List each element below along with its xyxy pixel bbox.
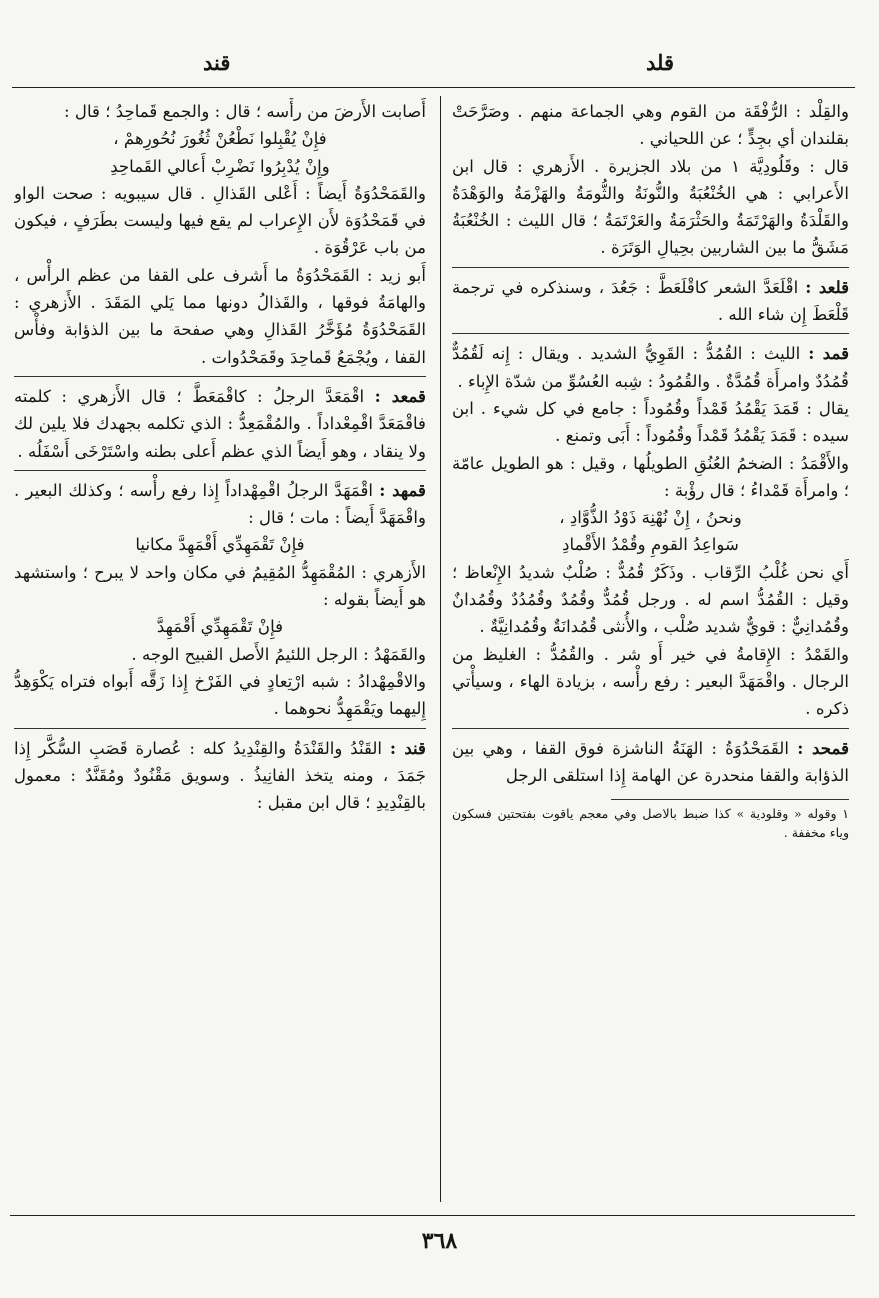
entry-text: القَمَحْدُوَةُ : الهَنَةُ الناشزة فوق القفا ، وهي بين الذؤابة والقفا منحدرة عن الهامة إِذا استلقى الرجل	[452, 738, 849, 785]
entry-text: الليث : القُمُدُّ : القَوِيُّ الشديد . ويقال : إِنه لَقُمُدٌّ قُمُدُدٌ وامرأَة قُمُدَّةٌ . والقُمُودُ : شِبه العُسُوِّ من شدّة الإِباء .	[452, 344, 849, 391]
entry-qamaad	[14, 383, 426, 465]
entry-text: اقْمَعَدَّ الرجلُ : كاقْمَعَطَّ ؛ قال الأَزهري : كلمته فاقْمَعَدَّ اقْمِعْداداً . والمُقْمَعِدُّ : الذي تكلمه بجهدك فلا يلين لك ولا ينقاد ، وهو أَيضاً الذي عظم أَعلى بطنه واسْتَرْخَى أَسْفَلُه .	[14, 386, 426, 461]
footnote-rule	[611, 799, 849, 800]
verse-line: سَواعِدُ القومِ وقُمْدُ الأَقْمادِ	[562, 535, 739, 555]
entry-qamad	[452, 340, 849, 395]
verse-line: ونحنُ ، إِنْ نُهْنِهَ ذَوْدُ الذُّوَّادِ ،	[559, 508, 742, 528]
verse-line: فإِنْ تَقْمَهِدِّي أَقْمَهِدَّ مكانيا	[135, 535, 305, 555]
entry-text: اقْلَعَدَّ الشعر كاقْلَعَطَّ : جَعُدَ ، وسنذكره في ترجمة قَلْعَطَ إِن شاء الله .	[452, 277, 849, 325]
entry-separator	[14, 728, 426, 729]
left-column	[14, 98, 426, 1208]
verse-line: وإِنْ يُدْبِرُوا نَضْرِبْ أَعالي القَماحِدِ	[110, 156, 330, 176]
paragraph: والقَمَحْدُوَةُ أَيضاً : أَعْلى القَذالِ . قال سيبويه : صحت الواو في قَمَحْدُوَة لأَن الإِعراب لم يقع فيها وليست بطَرَفٍ ، فيكون من باب عَرْقُوَة .	[14, 183, 426, 258]
entry-headword: قند :	[389, 737, 426, 758]
paragraph: يقال : قَمَدَ يَقْمُدُ قَمْداً وقُمُوداً : جامع في كل شيء . ابن سيده : قَمَدَ يَقْمُدُ قَمْداً وقُمُوداً : أَبَى وتمنع .	[452, 398, 849, 446]
paragraph: والقِلْد : الرُّفْقَة من القوم وهي الجماعة منهم . وصَرَّحَتْ بقلندان أي بجِدٍّ ؛ عن اللحياني .	[452, 102, 849, 149]
paragraph: والأَقْمَدُ : الضخمُ العُنُقِ الطويلُها ، وقيل : هو الطويل عامّة ؛ وامرأَة قَمْداءُ ؛ قال رؤْبة :	[452, 453, 849, 500]
paragraph: أَبو زيد : القَمَحْدُوَةُ ما أَشرف على القفا من عظم الرأْس ، والهامَةُ فوقها ، والقَذالُ دونها مما يَلي المَقَدَ . الأَزهري : القَمَحْدُوَةُ مُؤَخَّرُ القَذالِ وهي صفحة ما بين الذؤابة وفأْس القفا ، ويُجْمَعُ قَماحِدَ وقَمَحْدُوات .	[14, 265, 426, 367]
entry-qamhad	[14, 477, 426, 532]
header-rule	[12, 87, 855, 88]
paragraph: والاقْمِهْدادُ : شبه ارْتِعادٍ في الفَرْخ إِذا زَقَّه أَبواه فتراه يَكْوَهِدُّ إِليهما ويَقْمَهِدُّ نحوهما .	[14, 671, 426, 719]
footer-rule	[10, 1215, 855, 1216]
entry-qamhad	[452, 735, 849, 790]
header-left-guide-word: قند	[203, 50, 231, 75]
footnote: ١ وقوله « وقلودية » كذا ضبط بالاصل وفي معجم ياقوت بفتحتين فسكون وياء مخففة .	[452, 806, 849, 841]
entry-headword: قلعد :	[805, 276, 849, 297]
entry-headword: قمهد :	[379, 479, 426, 500]
verse-line: فإِنْ يُقْبِلوا نَطْعُنْ ثُغُورَ نُحُورِهمْ ،	[113, 129, 327, 149]
page-number: ٣٦٨	[421, 1228, 458, 1254]
entry-headword: قمد :	[808, 343, 849, 364]
entry-separator	[452, 333, 849, 334]
header-right-guide-word: قلد	[645, 50, 674, 75]
paragraph: أَي نحن غُلْبُ الرِّقاب . وذَكَرٌ قُمُدٌّ : صُلْبٌ شديدُ الإِنْعاظ ؛ وقيل : القُمُدُّ اسم له . ورجل قُمُدٌّ وقُمُدٌ وقُمُدُدٌ وقُمُدانٌ وقُمُدانِيٌّ : قويٌّ شديد صُلْب ، والأُنثى قُمُدانَةٌ وقُمُدانِيَّةٌ .	[452, 562, 849, 637]
paragraph: الأَزهري : المُقْمَهِدُّ المُقِيمُ في مكان واحد لا يبرح ؛ واستشهد هو أَيضاً بقوله :	[14, 562, 426, 610]
entry-separator	[14, 376, 426, 377]
entry-separator	[452, 728, 849, 729]
page-header	[0, 44, 879, 84]
entry-text: اقْمَهَدَّ الرجلُ اقْمِهْداداً إِذا رفع رأْسه ؛ وكذلك البعير . واقْمَهَدَّ أَيضاً : مات ؛ قال :	[14, 480, 426, 528]
paragraph: أَصابت الأَرضَ من رأْسه ؛ قال : والجمع قَماحِدُ ؛ قال :	[64, 102, 426, 121]
column-divider	[440, 96, 441, 1202]
entry-separator	[452, 267, 849, 268]
entry-headword: قمعد :	[374, 385, 426, 406]
paragraph: قال : وقَلُودِيَّة ١ من بلاد الجزيرة . الأَزهري : قال ابن الأَعرابي : هي الخُنْعُبَةُ والنُّونَةُ والثُّومَةُ والهَزْمَةُ والوَهْدَةُ والقَلْدَةُ والهَرْتَمَةُ والحَثْرَمَةُ والعَرْتَمَةُ ؛ قال الليث : الخُنْعُبَةُ مَشَقُّ ما بين الشاربين بحِيالِ الوَتَرَة .	[452, 156, 849, 258]
entry-qand	[14, 735, 426, 817]
right-column	[452, 98, 849, 1208]
entry-separator	[14, 470, 426, 471]
entry-text: القَنْدُ والقَنْدَةُ والقِنْدِيدُ كله : عُصارة قَصَبِ السُّكَّر إِذا جَمَدَ ، ومنه يتخذ الفانِيذُ . وسويق مَقْنُودٌ ومُقَنَّدٌ : معمول بالقِنْدِيدِ ؛ قال ابن مقبل :	[14, 738, 426, 813]
entry-headword: قمحد :	[797, 737, 849, 758]
verse-line: فإِنْ تَقْمَهِدِّي أَقْمَهِدَّ	[156, 617, 284, 637]
paragraph: والقَمَهْدُ : الرجل اللئيمُ الأَصل القبيح الوجه .	[131, 644, 426, 664]
paragraph: والقَمْدُ : الإِقامةُ في خير أَو شر . والقُمُدُّ : الغليظ من الرجال . واقْمَهَدَّ البعير : رفع رأْسه ، بزيادة الهاء ، وسيأْتي ذكره .	[452, 644, 849, 719]
entry-qalad	[452, 274, 849, 329]
